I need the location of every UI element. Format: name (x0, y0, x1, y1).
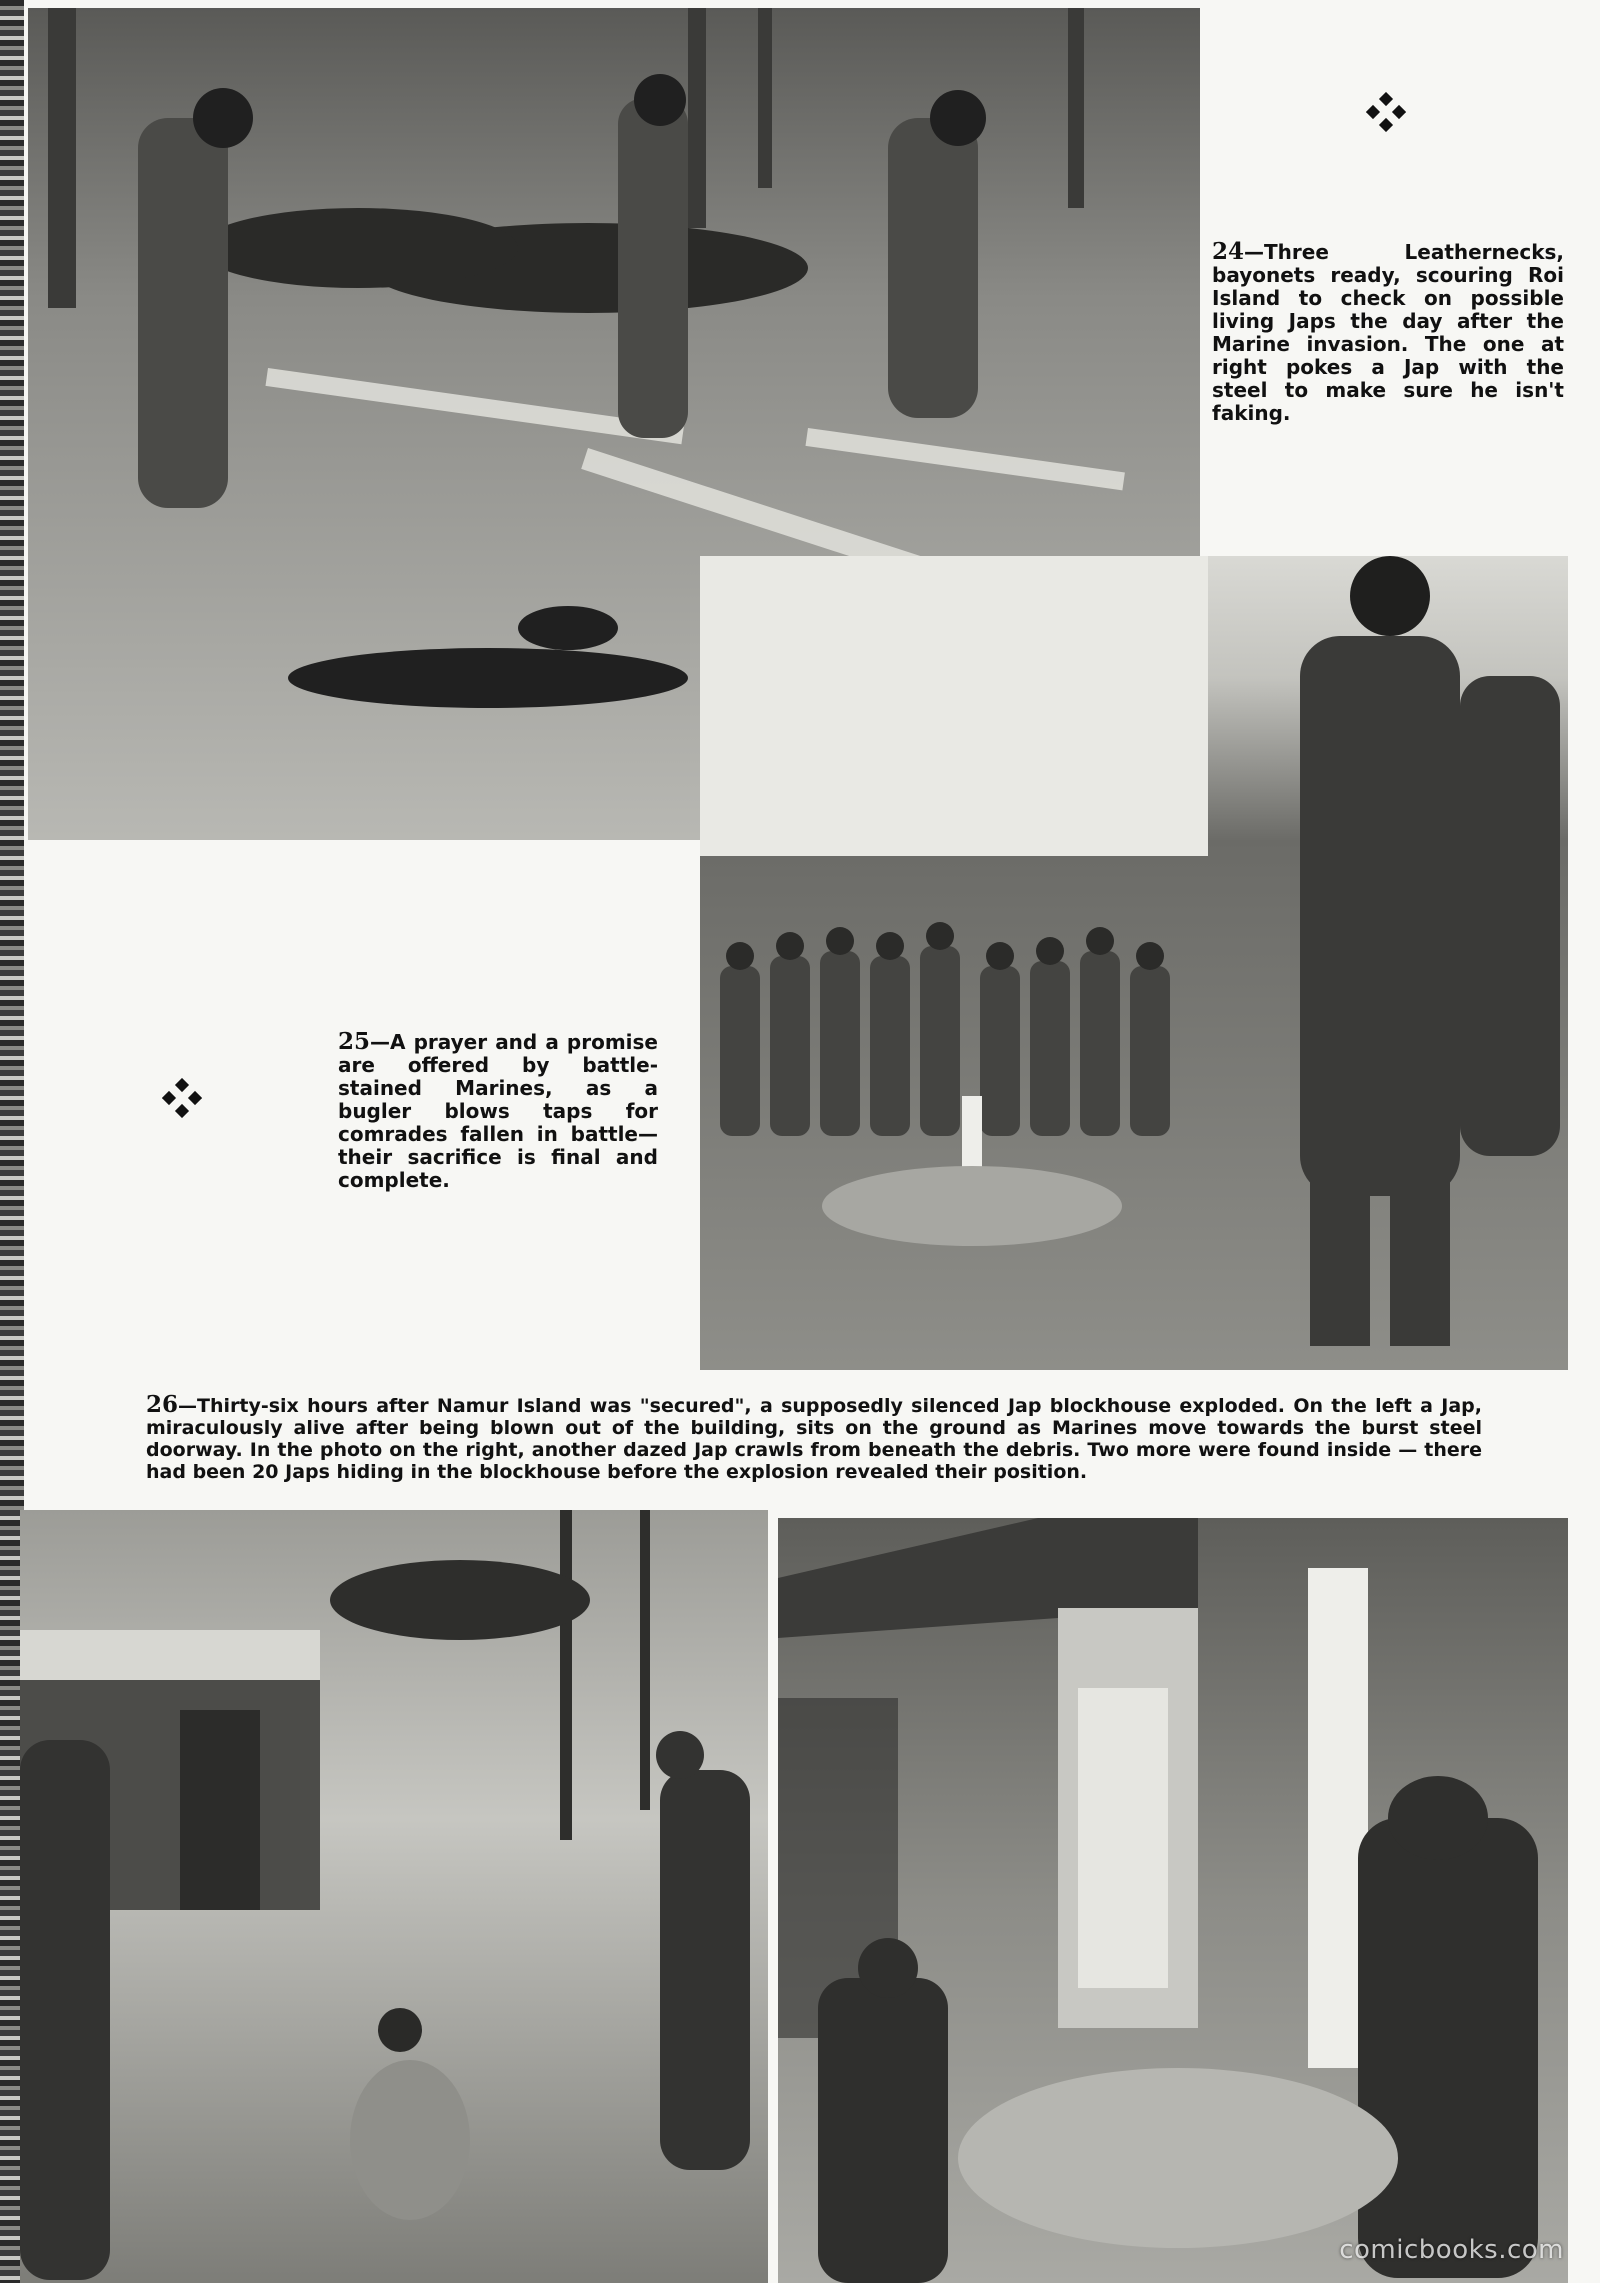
watermark: comicbooks.com (1339, 2235, 1564, 2265)
photo-26-left-blockhouse (20, 1510, 768, 2283)
caption-26-text: —Thirty-six hours after Namur Island was "secured", a supposedly silenced Jap blockhouse exploded. On the left a Jap, miraculously alive after being blown out of the building, sits on the ground as Marines move towards the burst steel doorway. In the photo on the right, another dazed Jap crawls from beneath the debris. Two more were found inside — there had been 20 Japs hiding in the blockhouse before the explosion revealed their position. (146, 1395, 1482, 1483)
diamond-ornament-icon (162, 1078, 202, 1118)
photo-26-right-debris (778, 1518, 1568, 2283)
caption-25 (338, 1030, 658, 1192)
caption-24-number: 24 (1212, 238, 1245, 265)
diamond-ornament-icon (1366, 92, 1406, 132)
caption-24 (1212, 240, 1564, 425)
caption-26-number: 26 (146, 1391, 179, 1418)
caption-25-number: 25 (338, 1028, 371, 1055)
photo-25-burial-prayer (700, 556, 1568, 1370)
caption-26 (146, 1391, 1482, 1483)
caption-25-text: —A prayer and a promise are offered by battle-stained Marines, as a bugler blows taps for comrades fallen in battle—their sacrifice is final and complete. (338, 1030, 658, 1192)
caption-24-text: —Three Leathernecks, bayonets ready, scouring Roi Island to check on possible living Japs the day after the Marine invasion. The one at right pokes a Jap with the steel to make sure he isn't faking. (1212, 240, 1564, 425)
